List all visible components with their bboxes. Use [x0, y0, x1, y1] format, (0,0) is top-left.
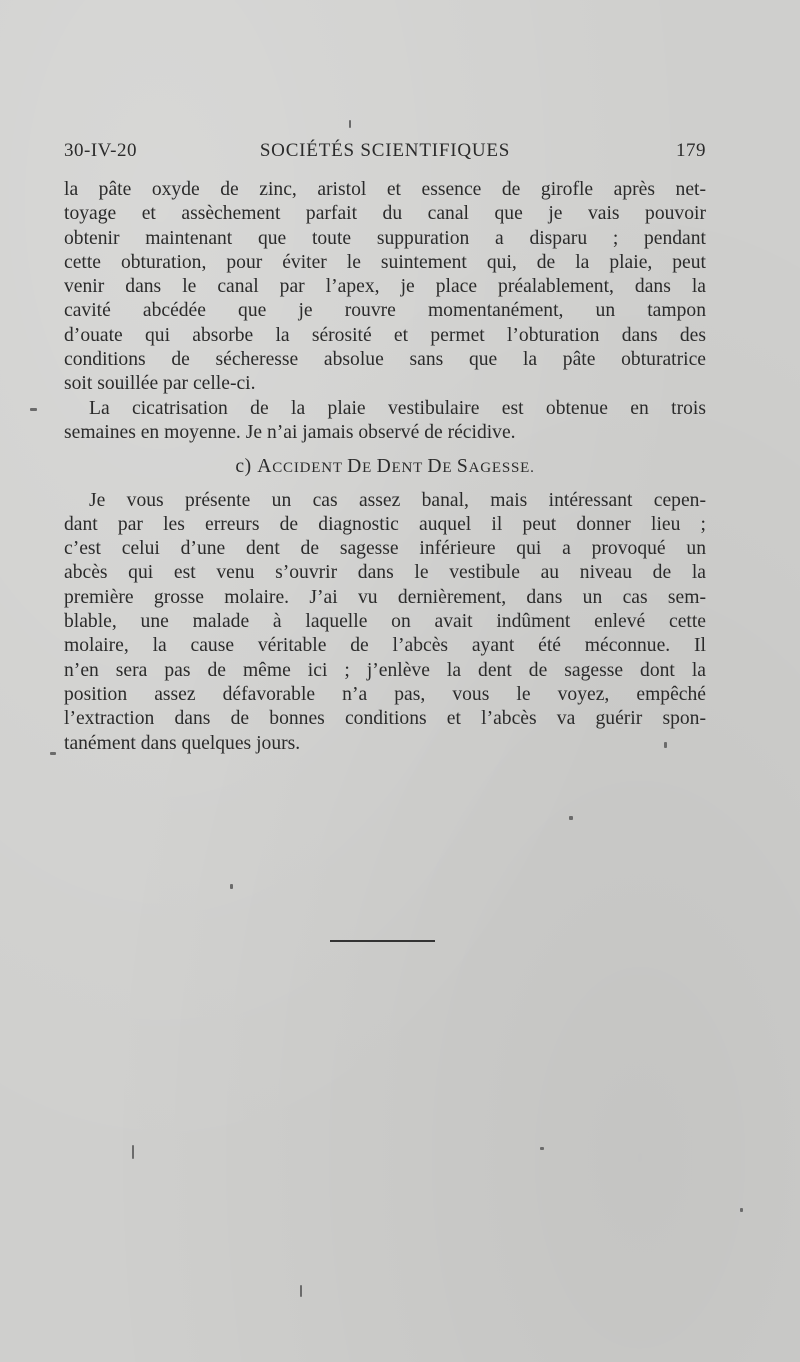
- text-line: d’ouate qui absorbe la sérosité et permet l’obturation dans des: [64, 324, 706, 346]
- text-line: la pâte oxyde de zinc, aristol et essence de girofle après net-: [64, 179, 706, 200]
- paper-speck: [664, 742, 667, 748]
- text-line: Je vous présente un cas assez banal, mais intéressant cepen-: [89, 489, 706, 511]
- text-line: abcès qui est venu s’ouvrir dans le vestibule au niveau de la: [64, 562, 706, 584]
- page-number: 179: [676, 140, 706, 161]
- paper-speck: [132, 1145, 134, 1159]
- text-line: La cicatrisation de la plaie vestibulaire est obtenue en trois: [89, 397, 706, 419]
- running-head-date: 30-IV-20: [64, 140, 137, 161]
- body-text: [64, 178, 706, 756]
- section-heading: [64, 455, 706, 479]
- section-heading-title: ACCIDENT DE DENT DE SAGESSE.: [257, 456, 535, 478]
- text-line: obtenir maintenant que toute suppuration a disparu ; pendant: [64, 227, 706, 249]
- paper-speck: [569, 816, 573, 820]
- paragraph-1: [64, 178, 706, 397]
- paper-speck: [349, 120, 351, 128]
- paragraph-3: [64, 489, 706, 756]
- text-line: position assez défavorable n’a pas, vous le voyez, empêché: [64, 683, 706, 705]
- end-rule: [330, 940, 435, 942]
- text-line: n’en sera pas de même ici ; j’enlève la dent de sagesse dont la: [64, 659, 706, 681]
- text-line: c’est celui d’une dent de sagesse inférieure qui a provoqué un: [64, 538, 706, 560]
- running-head: [64, 140, 706, 170]
- text-line: cavité abcédée que je rouvre momentanément, un tampon: [64, 300, 706, 322]
- paper-speck: [740, 1208, 743, 1212]
- text-line: semaines en moyenne. Je n’ai jamais observé de récidive.: [64, 421, 516, 443]
- paper-speck: [540, 1147, 544, 1150]
- paper-speck: [50, 752, 56, 755]
- text-line: l’extraction dans de bonnes conditions et l’abcès va guérir spon-: [64, 708, 706, 730]
- text-line: soit souillée par celle-ci.: [64, 373, 256, 395]
- text-line: blable, une malade à laquelle on avait indûment enlevé cette: [64, 611, 706, 633]
- running-head-title: SOCIÉTÉS SCIENTIFIQUES: [259, 140, 511, 161]
- paper-speck: [30, 408, 37, 411]
- text-line: venir dans le canal par l’apex, je place préalablement, dans la: [64, 276, 706, 298]
- text-line: première grosse molaire. J’ai vu dernièrement, dans un cas sem-: [64, 586, 706, 608]
- text-line: toyage et assèchement parfait du canal que je vais pouvoir: [64, 203, 706, 225]
- paragraph-2: [64, 397, 706, 446]
- section-heading-prefix: c): [235, 456, 258, 478]
- paper-speck: [300, 1285, 302, 1297]
- text-line: conditions de sécheresse absolue sans que la pâte obturatrice: [64, 349, 706, 371]
- text-line: cette obturation, pour éviter le suintement qui, de la plaie, peut: [64, 251, 706, 273]
- text-line: tanément dans quelques jours.: [64, 732, 301, 754]
- text-line: molaire, la cause véritable de l’abcès ayant été méconnue. Il: [64, 635, 706, 657]
- text-line: dant par les erreurs de diagnostic auquel il peut donner lieu ;: [64, 513, 706, 535]
- paper-speck: [230, 884, 233, 889]
